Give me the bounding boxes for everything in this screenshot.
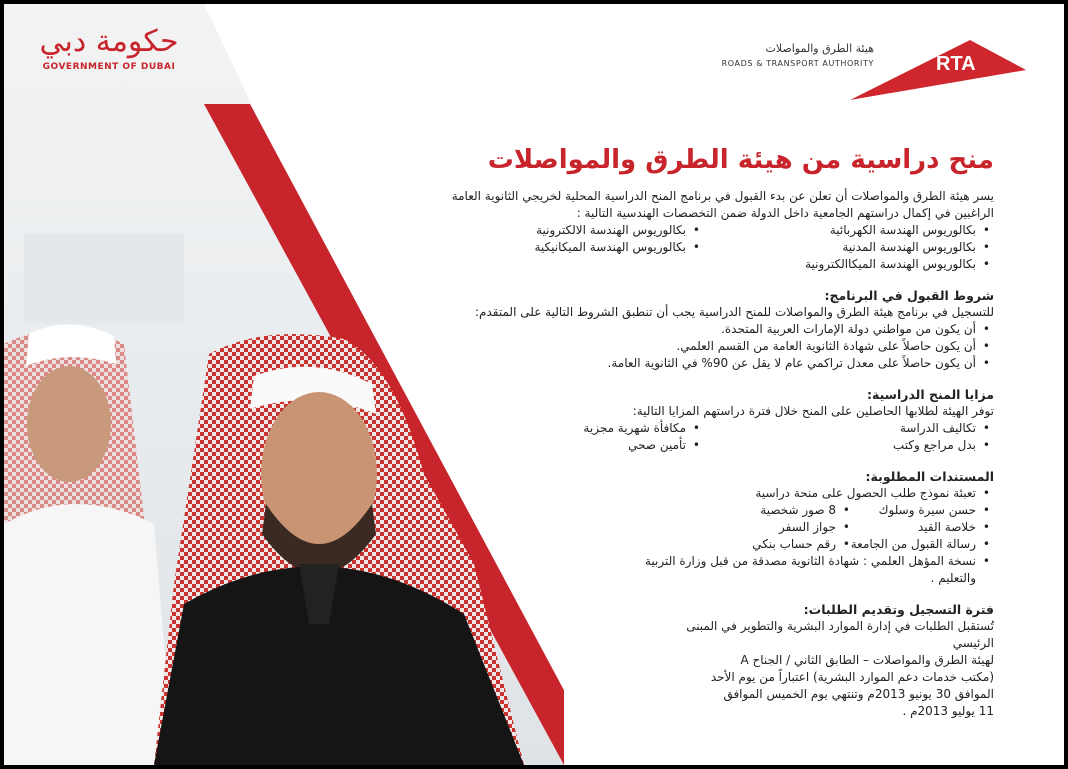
major-item: • بكالوريوس الهندسة الالكترونية (426, 222, 686, 239)
benefits-text: توفر الهيئة لطلابها الحاصلين على المنح خلال فترة دراستهم المزايا التالية: (632, 404, 994, 418)
list-item: • أن يكون حاصلاً على معدل تراكمي عام لا يقل عن 90% في الثانوية العامة. (434, 355, 976, 372)
list-item: • تأمين صحي (426, 437, 686, 454)
page-title: منح دراسية من هيئة الطرق والمواصلات (487, 145, 994, 175)
admission-list (434, 321, 994, 372)
registration-line: لهيئة الطرق والمواصلات – الطابق الثاني / الجناح A (740, 653, 994, 667)
gov-logo-english: GOVERNMENT OF DUBAI (42, 62, 176, 72)
registration-line: تُستقبل الطلبات في إدارة الموارد البشرية والتطوير في المبنى الرئيسي (686, 619, 994, 650)
list-item: • تعبئة نموذج طلب الحصول على منحة دراسية (434, 485, 976, 502)
major-item: • بكالوريوس الهندسة المدنية (696, 239, 976, 256)
major-item: • بكالوريوس الهندسة الكهربائية (696, 222, 976, 239)
gov-logo-arabic: حكومة دبي (39, 24, 179, 59)
list-item: • مكافأة شهرية مجزية (426, 420, 686, 437)
major-item: • بكالوريوس الهندسة الميكاالكترونية (696, 256, 976, 273)
list-item: • رسالة القبول من الجامعة (846, 536, 976, 553)
rta-name-arabic: هيئة الطرق والمواصلات (765, 42, 874, 55)
documents-heading: المستندات المطلوبة: (865, 469, 994, 484)
documents-first (434, 485, 994, 502)
documents-last (636, 553, 994, 587)
benefits-list (434, 420, 994, 454)
benefits-heading: مزايا المنح الدراسية: (866, 387, 994, 402)
list-item: • أن يكون حاصلاً على شهادة الثانوية العامة من القسم العلمي. (434, 338, 976, 355)
documents-list (434, 502, 994, 553)
list-item: • جواز السفر (686, 519, 836, 536)
list-item: • خلاصة القيد (846, 519, 976, 536)
intro-text: يسر هيئة الطرق والمواصلات أن تعلن عن بدء القبول في برنامج المنح الدراسية المحلية لخريجي الثانوية العامة الراغبين في إكمال دراستهم الجامعية داخل الدولة ضمن التخصصات الهندسية التالية : (451, 189, 994, 220)
registration-heading: فترة التسجيل وتقديم الطلبات: (803, 602, 994, 617)
rta-logo-text: RTA (936, 53, 976, 75)
registration-line: الموافق 30 يونيو 2013م وتنتهي يوم الخميس الموافق (723, 687, 994, 701)
rta-name-english: ROADS & TRANSPORT AUTHORITY (721, 59, 874, 68)
registration-line: (مكتب خدمات دعم الموارد البشرية) اعتباراً من يوم الأحد (710, 670, 994, 684)
list-item: • رقم حساب بنكي (686, 536, 836, 553)
rta-name (644, 42, 874, 68)
rta-logo (850, 40, 1026, 100)
main-content (434, 140, 994, 720)
majors-list (434, 222, 994, 273)
flyer-page (4, 4, 1064, 765)
list-item: • حسن سيرة وسلوك (846, 502, 976, 519)
admission-text: للتسجيل في برنامج هيئة الطرق والمواصلات للمنح الدراسية يجب أن تنطبق الشروط التالية على المتقدم: (475, 305, 994, 319)
list-item: • 8 صور شخصية (686, 502, 836, 519)
list-item: • بدل مراجع وكتب (696, 437, 976, 454)
major-item: • بكالوريوس الهندسة الميكانيكية (426, 239, 686, 256)
list-item: • نسخة المؤهل العلمي : شهادة الثانوية مصدقة من قبل وزارة التربية والتعليم . (636, 553, 976, 587)
registration-text (654, 618, 994, 720)
list-item: • أن يكون من مواطني دولة الإمارات العربية المتحدة. (434, 321, 976, 338)
registration-line: 11 يوليو 2013م . (902, 704, 994, 718)
admission-heading: شروط القبول في البرنامج: (824, 288, 994, 303)
list-item: • تكاليف الدراسة (696, 420, 976, 437)
government-of-dubai-logo (34, 24, 184, 72)
